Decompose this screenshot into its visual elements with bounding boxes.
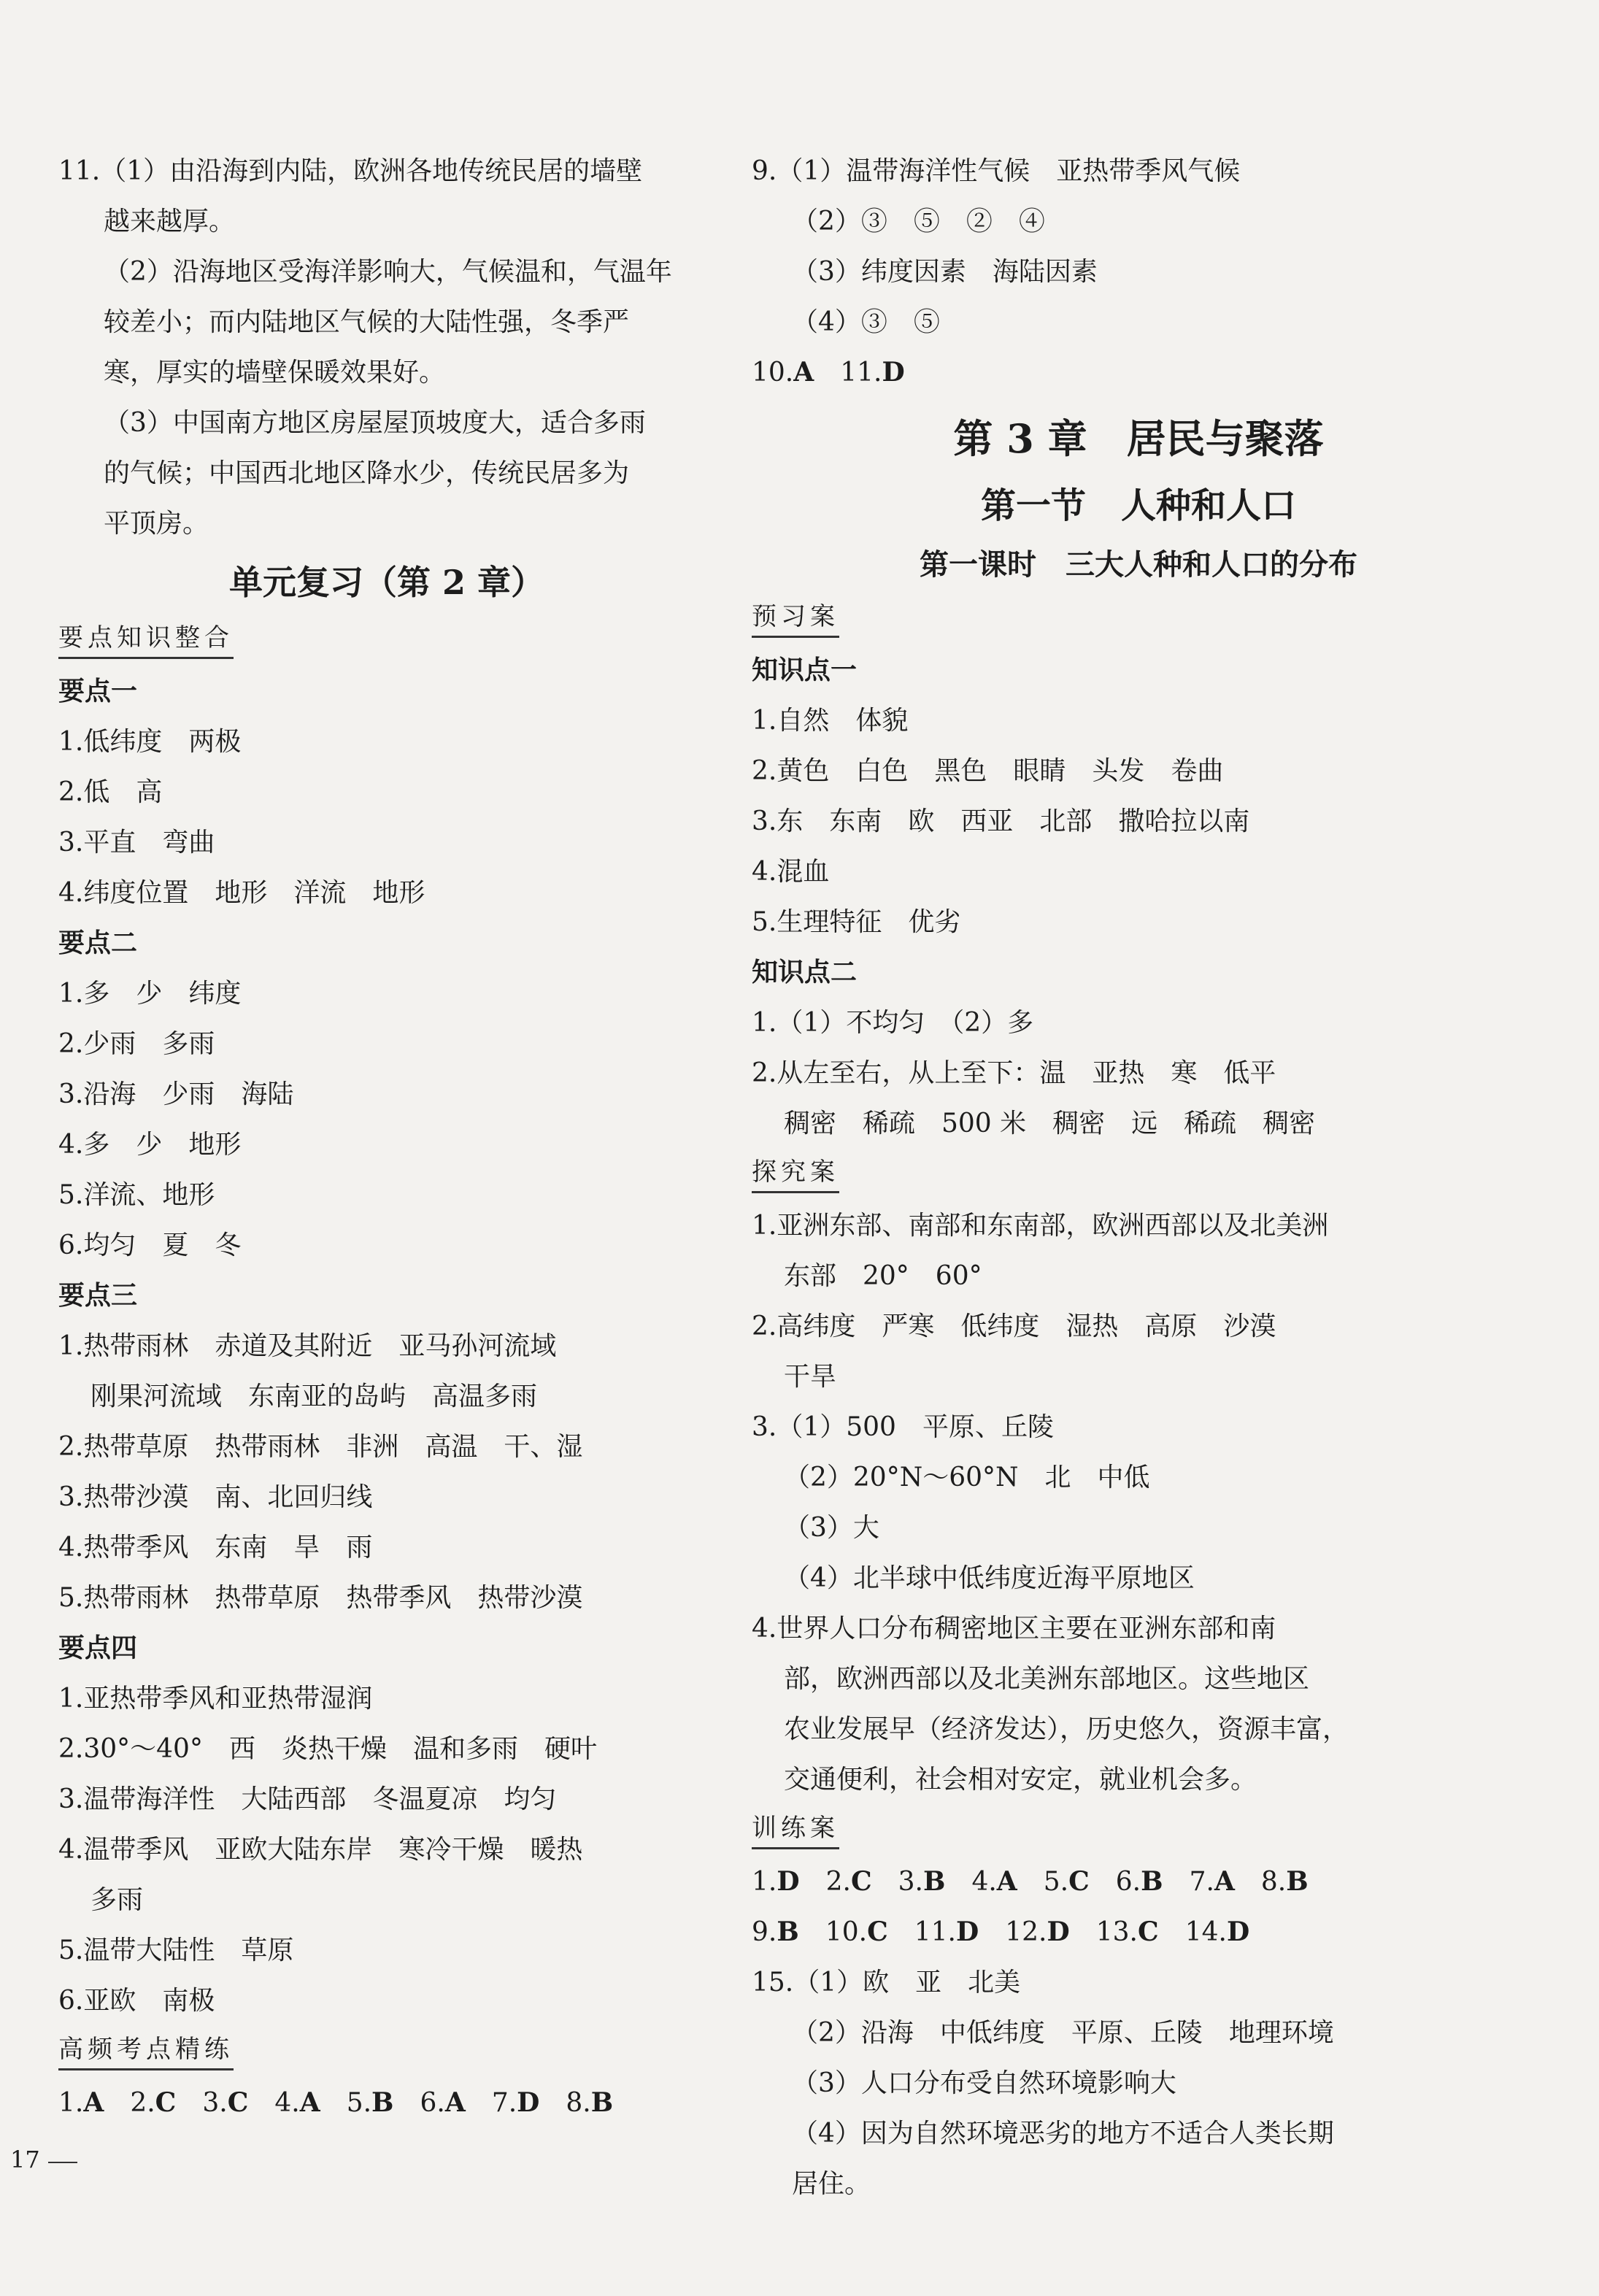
answer-line: 4.多 少 地形 <box>58 1130 242 1160</box>
answer-line: 1.多 少 纬度 <box>58 979 242 1009</box>
section-label-summary: 要点知识整合 <box>58 619 234 659</box>
page-number: 17 <box>10 2146 40 2173</box>
point-four-title: 要点四 <box>58 1633 138 1663</box>
frequent-answers-row: 1.A 2.C 3.C 4.A 5.B 6.A 7.D 8.B <box>58 2087 614 2118</box>
answer-line: 5.热带雨林 热带草原 热带季风 热带沙漠 <box>58 1583 583 1613</box>
chapter-title: 第 3 章 居民与聚落 <box>953 415 1324 462</box>
answer-line: 3.平直 弯曲 <box>58 828 215 858</box>
answer-line: 4.混血 <box>752 857 830 887</box>
answer-line: 3.温带海洋性 大陆西部 冬温夏凉 均匀 <box>58 1784 557 1814</box>
point-two-title: 要点二 <box>58 928 138 958</box>
answer-line: 稠密 稀疏 500 米 稠密 远 稀疏 稠密 <box>784 1109 1316 1139</box>
knowledge-point-one-title: 知识点一 <box>752 655 858 685</box>
answer-line: 1.亚洲东部、南部和东南部，欧洲西部以及北美洲 <box>752 1211 1329 1241</box>
answer-line: 4.世界人口分布稠密地区主要在亚洲东部和南 <box>752 1614 1276 1644</box>
lesson-title: 第一课时 三大人种和人口的分布 <box>920 547 1357 582</box>
answer-line: （3）大 <box>784 1513 879 1543</box>
point-three-title: 要点三 <box>58 1280 138 1311</box>
answer-line: 2.少雨 多雨 <box>58 1029 215 1059</box>
answer-line: 3.热带沙漠 南、北回归线 <box>58 1482 373 1512</box>
answer-line: 2.从左至右，从上至下：温 亚热 寒 低平 <box>752 1058 1276 1088</box>
q9-line: （2）③ ⑤ ② ④ <box>792 207 1045 236</box>
answer-line: 2.黄色 白色 黑色 眼睛 头发 卷曲 <box>752 756 1224 786</box>
q11-line: 的气候；中国西北地区降水少，传统民居多为 <box>104 458 630 488</box>
point-one-title: 要点一 <box>58 676 138 706</box>
answer-line: 5.生理特征 优劣 <box>752 907 961 937</box>
section-label-explore: 探究案 <box>752 1153 839 1193</box>
answer-line: （3）人口分布受自然环境影响大 <box>792 2068 1176 2098</box>
answer-line: 东部 20° 60° <box>784 1261 982 1291</box>
q11-line: 11.（1）由沿海到内陆，欧洲各地传统民居的墙壁 <box>58 156 643 186</box>
answer-line: 刚果河流域 东南亚的岛屿 高温多雨 <box>90 1382 538 1411</box>
answer-line: 2.低 高 <box>58 777 163 807</box>
q11-line: 平顶房。 <box>104 509 209 539</box>
answer-line: 2.高纬度 严寒 低纬度 湿热 高原 沙漠 <box>752 1311 1276 1341</box>
answer-line: 干旱 <box>784 1362 837 1392</box>
answer-line: 农业发展早（经济发达），历史悠久，资源丰富， <box>784 1714 1349 1744</box>
answer-line: 4.热带季风 东南 旱 雨 <box>58 1533 373 1563</box>
answer-line: 3.（1）500 平原、丘陵 <box>752 1412 1054 1442</box>
q11-line: 较差小；而内陆地区气候的大陆性强，冬季严 <box>104 307 630 337</box>
training-answers-row: 9.B 10.C 11.D 12.D 13.C 14.D <box>752 1916 1250 1947</box>
answer-line: 1.低纬度 两极 <box>58 727 242 757</box>
answer-line: 居住。 <box>792 2169 871 2199</box>
answer-line: 多雨 <box>90 1885 144 1915</box>
left-column <box>58 146 715 2128</box>
unit-review-title: 单元复习（第 2 章） <box>228 563 545 602</box>
answer-line: 4.温带季风 亚欧大陆东岸 寒冷干燥 暖热 <box>58 1835 583 1865</box>
answer-line: 15.（1）欧 亚 北美 <box>752 1968 1021 1998</box>
answer-line: 6.均匀 夏 冬 <box>58 1230 242 1260</box>
q9-line: （3）纬度因素 海陆因素 <box>792 257 1098 287</box>
answer-line: 4.纬度位置 地形 洋流 地形 <box>58 878 425 908</box>
answer-line: 6.亚欧 南极 <box>58 1986 215 2016</box>
answer-line: 2.热带草原 热带雨林 非洲 高温 干、湿 <box>58 1432 583 1462</box>
answer-line: 3.沿海 少雨 海陆 <box>58 1079 294 1109</box>
answer-line: （4）北半球中低纬度近海平原地区 <box>784 1563 1195 1593</box>
section-label-preview: 预习案 <box>752 598 839 638</box>
answer-line: 1.（1）不均匀 （2）多 <box>752 1008 1034 1038</box>
answer-line: 1.亚热带季风和亚热带湿润 <box>58 1684 373 1714</box>
q9-line: （4）③ ⑤ <box>792 307 940 337</box>
answer-line: 交通便利，社会相对安定，就业机会多。 <box>784 1765 1257 1795</box>
answer-line: 3.东 东南 欧 西亚 北部 撒哈拉以南 <box>752 806 1250 836</box>
answer-line: 5.温带大陆性 草原 <box>58 1935 294 1965</box>
answer-line: 1.热带雨林 赤道及其附近 亚马孙河流域 <box>58 1331 557 1361</box>
page-number-dash <box>48 2162 77 2163</box>
q11-line: 寒，厚实的墙壁保暖效果好。 <box>104 358 446 388</box>
training-answers-row: 1.D 2.C 3.B 4.A 5.C 6.B 7.A 8.B <box>752 1866 1309 1897</box>
answer-line: 5.洋流、地形 <box>58 1180 215 1210</box>
q11-line: （3）中国南方地区房屋屋顶坡度大，适合多雨 <box>104 408 646 438</box>
section-label-frequent: 高频考点精练 <box>58 2030 234 2070</box>
right-column <box>752 146 1525 2209</box>
answer-line: 2.30°～40° 西 炎热干燥 温和多雨 硬叶 <box>58 1734 597 1764</box>
q11-line: 越来越厚。 <box>104 207 236 236</box>
q11-line: （2）沿海地区受海洋影响大，气候温和，气温年 <box>104 257 672 287</box>
answer-line: 部，欧洲西部以及北美洲东部地区。这些地区 <box>784 1664 1310 1694</box>
answer-line: （2）沿海 中低纬度 平原、丘陵 地理环境 <box>792 2018 1334 2048</box>
knowledge-point-two-title: 知识点二 <box>752 957 858 987</box>
q9-line: 9.（1）温带海洋性气候 亚热带季风气候 <box>752 156 1241 186</box>
q10-q11-line: 10.A 11.D <box>752 357 905 388</box>
section-title: 第一节 人种和人口 <box>980 485 1296 526</box>
answer-line: （4）因为自然环境恶劣的地方不适合人类长期 <box>792 2119 1334 2149</box>
answer-line: （2）20°N～60°N 北 中低 <box>784 1463 1150 1492</box>
section-label-training: 训练案 <box>752 1809 839 1849</box>
answer-line: 1.自然 体貌 <box>752 706 909 736</box>
